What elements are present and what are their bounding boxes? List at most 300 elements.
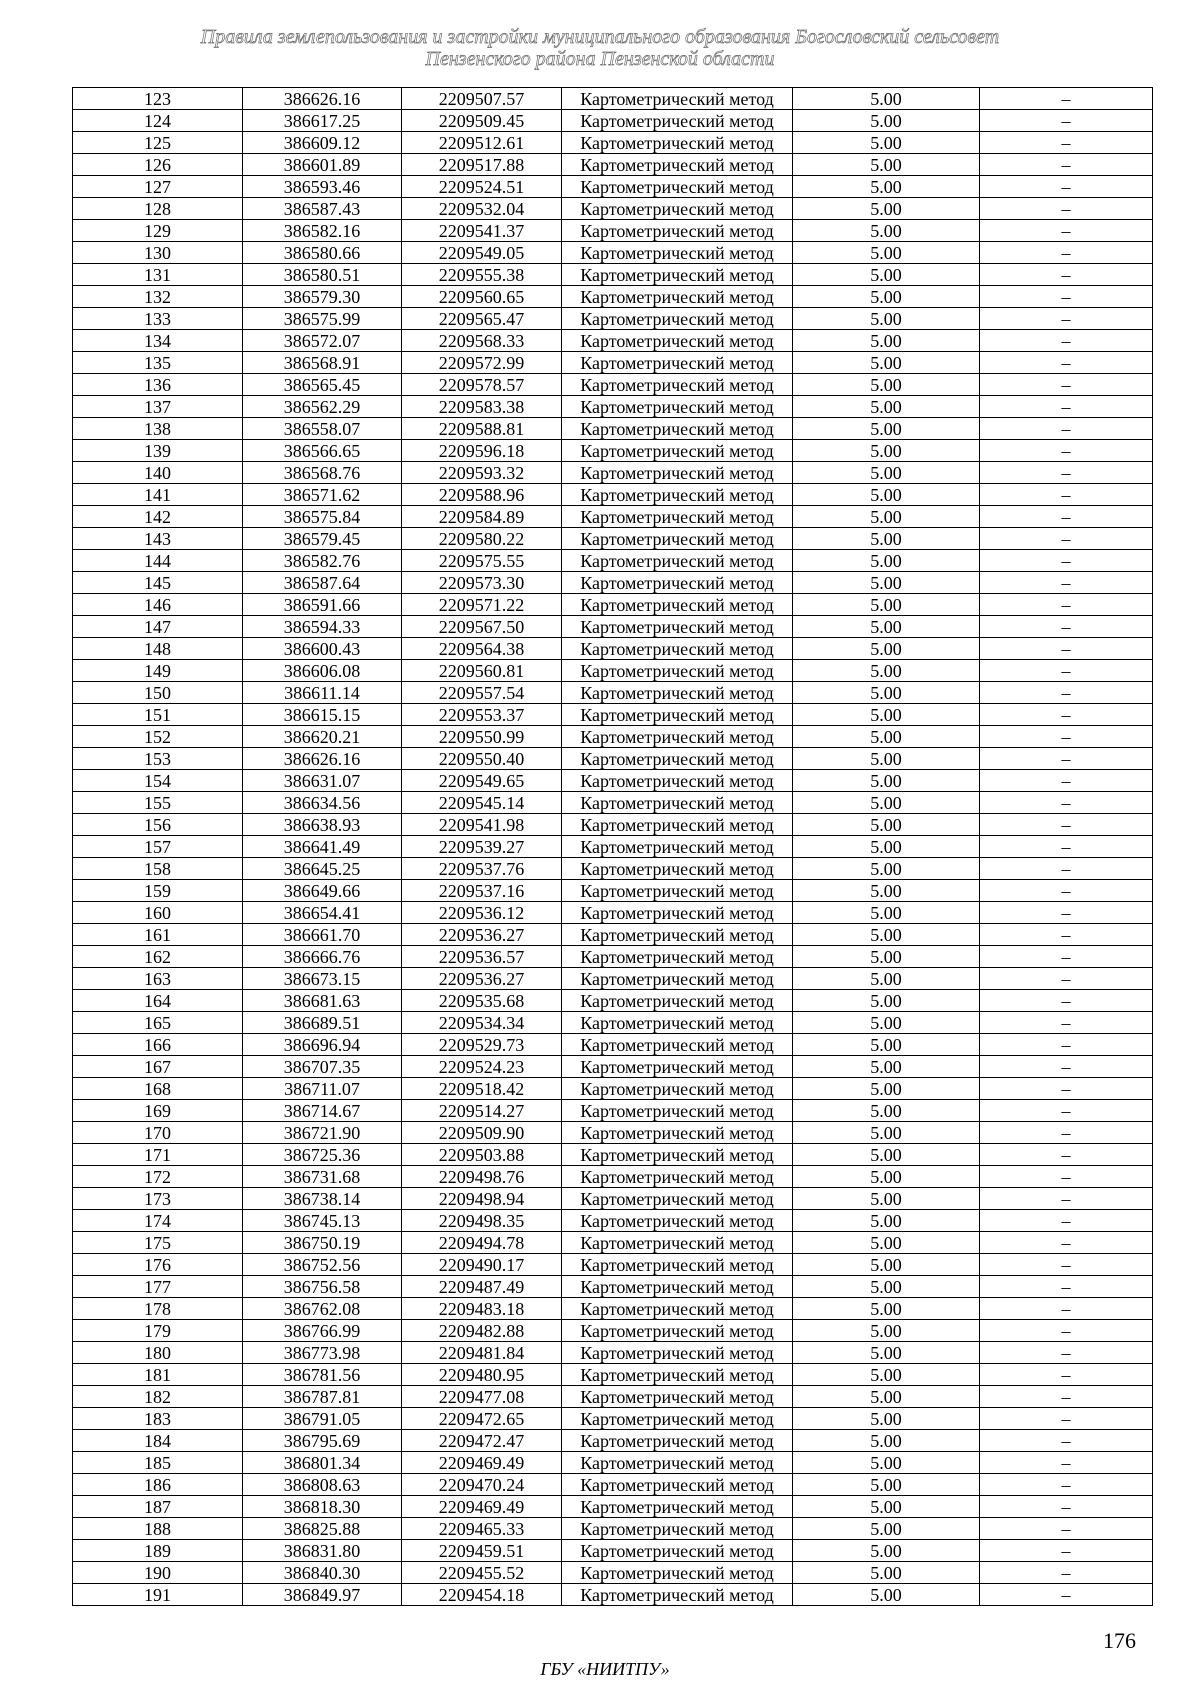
table-row: [73, 374, 1153, 396]
accuracy-cell: 5.00: [793, 1078, 980, 1100]
coord-y: 2209545.14: [402, 792, 562, 814]
row-number: 182: [73, 1386, 243, 1408]
coord-y: 2209509.90: [402, 1122, 562, 1144]
coord-x: 386801.34: [243, 1452, 402, 1474]
coord-y: 2209482.88: [402, 1320, 562, 1342]
coord-y: 2209459.51: [402, 1540, 562, 1562]
row-number: 145: [73, 572, 243, 594]
accuracy-cell: 5.00: [793, 924, 980, 946]
method-cell: Картометрический метод: [562, 704, 793, 726]
coord-y: 2209537.16: [402, 880, 562, 902]
coord-y: 2209537.76: [402, 858, 562, 880]
coord-x: 386831.80: [243, 1540, 402, 1562]
table-row: [73, 946, 1153, 968]
method-cell: Картометрический метод: [562, 1254, 793, 1276]
table-row: [73, 132, 1153, 154]
accuracy-cell: 5.00: [793, 1496, 980, 1518]
note-cell: –: [980, 220, 1153, 242]
coord-y: 2209536.12: [402, 902, 562, 924]
row-number: 172: [73, 1166, 243, 1188]
coord-x: 386600.43: [243, 638, 402, 660]
note-cell: –: [980, 1342, 1153, 1364]
method-cell: Картометрический метод: [562, 770, 793, 792]
note-cell: –: [980, 1034, 1153, 1056]
table-row: [73, 836, 1153, 858]
method-cell: Картометрический метод: [562, 198, 793, 220]
coord-y: 2209472.47: [402, 1430, 562, 1452]
note-cell: –: [980, 770, 1153, 792]
coord-x: 386620.21: [243, 726, 402, 748]
row-number: 146: [73, 594, 243, 616]
accuracy-cell: 5.00: [793, 1562, 980, 1584]
method-cell: Картометрический метод: [562, 792, 793, 814]
note-cell: –: [980, 704, 1153, 726]
method-cell: Картометрический метод: [562, 880, 793, 902]
row-number: 123: [73, 88, 243, 110]
method-cell: Картометрический метод: [562, 1078, 793, 1100]
coord-y: 2209565.47: [402, 308, 562, 330]
page-number: 176: [1103, 1628, 1136, 1653]
note-cell: –: [980, 242, 1153, 264]
row-number: 156: [73, 814, 243, 836]
coordinates-table-body: [73, 88, 1153, 1606]
coord-y: 2209483.18: [402, 1298, 562, 1320]
coord-x: 386626.16: [243, 88, 402, 110]
table-row: [73, 660, 1153, 682]
row-number: 189: [73, 1540, 243, 1562]
method-cell: Картометрический метод: [562, 858, 793, 880]
note-cell: –: [980, 1496, 1153, 1518]
method-cell: Картометрический метод: [562, 1430, 793, 1452]
row-number: 124: [73, 110, 243, 132]
table-row: [73, 1144, 1153, 1166]
note-cell: –: [980, 286, 1153, 308]
accuracy-cell: 5.00: [793, 110, 980, 132]
row-number: 160: [73, 902, 243, 924]
accuracy-cell: 5.00: [793, 1254, 980, 1276]
accuracy-cell: 5.00: [793, 1320, 980, 1342]
note-cell: –: [980, 440, 1153, 462]
method-cell: Картометрический метод: [562, 1210, 793, 1232]
method-cell: Картометрический метод: [562, 1122, 793, 1144]
coord-y: 2209588.81: [402, 418, 562, 440]
note-cell: –: [980, 88, 1153, 110]
coord-y: 2209549.05: [402, 242, 562, 264]
coord-x: 386626.16: [243, 748, 402, 770]
coord-x: 386795.69: [243, 1430, 402, 1452]
row-number: 181: [73, 1364, 243, 1386]
note-cell: –: [980, 1210, 1153, 1232]
table-row: [73, 330, 1153, 352]
coord-x: 386617.25: [243, 110, 402, 132]
accuracy-cell: 5.00: [793, 528, 980, 550]
method-cell: Картометрический метод: [562, 154, 793, 176]
coord-x: 386631.07: [243, 770, 402, 792]
coord-x: 386725.36: [243, 1144, 402, 1166]
row-number: 153: [73, 748, 243, 770]
row-number: 171: [73, 1144, 243, 1166]
method-cell: Картометрический метод: [562, 396, 793, 418]
coord-x: 386582.76: [243, 550, 402, 572]
method-cell: Картометрический метод: [562, 264, 793, 286]
table-row: [73, 1298, 1153, 1320]
note-cell: –: [980, 682, 1153, 704]
method-cell: Картометрический метод: [562, 1474, 793, 1496]
accuracy-cell: 5.00: [793, 836, 980, 858]
coord-x: 386587.43: [243, 198, 402, 220]
table-row: [73, 198, 1153, 220]
method-cell: Картометрический метод: [562, 484, 793, 506]
coord-x: 386579.30: [243, 286, 402, 308]
coord-x: 386572.07: [243, 330, 402, 352]
accuracy-cell: 5.00: [793, 902, 980, 924]
coord-y: 2209535.68: [402, 990, 562, 1012]
table-row: [73, 1496, 1153, 1518]
row-number: 185: [73, 1452, 243, 1474]
accuracy-cell: 5.00: [793, 154, 980, 176]
row-number: 151: [73, 704, 243, 726]
coord-x: 386825.88: [243, 1518, 402, 1540]
note-cell: –: [980, 1254, 1153, 1276]
row-number: 157: [73, 836, 243, 858]
accuracy-cell: 5.00: [793, 418, 980, 440]
note-cell: –: [980, 1540, 1153, 1562]
method-cell: Картометрический метод: [562, 1408, 793, 1430]
table-row: [73, 176, 1153, 198]
row-number: 133: [73, 308, 243, 330]
method-cell: Картометрический метод: [562, 1452, 793, 1474]
note-cell: –: [980, 1430, 1153, 1452]
table-row: [73, 1078, 1153, 1100]
coord-x: 386738.14: [243, 1188, 402, 1210]
method-cell: Картометрический метод: [562, 1100, 793, 1122]
table-row: [73, 418, 1153, 440]
coord-y: 2209532.04: [402, 198, 562, 220]
table-row: [73, 924, 1153, 946]
table-row: [73, 550, 1153, 572]
coord-y: 2209494.78: [402, 1232, 562, 1254]
note-cell: –: [980, 352, 1153, 374]
note-cell: –: [980, 1188, 1153, 1210]
coord-x: 386681.63: [243, 990, 402, 1012]
coord-x: 386571.62: [243, 484, 402, 506]
table-row: [73, 1276, 1153, 1298]
row-number: 147: [73, 616, 243, 638]
table-row: [73, 110, 1153, 132]
method-cell: Картометрический метод: [562, 88, 793, 110]
coord-y: 2209541.98: [402, 814, 562, 836]
accuracy-cell: 5.00: [793, 1144, 980, 1166]
coord-x: 386606.08: [243, 660, 402, 682]
table-row: [73, 682, 1153, 704]
row-number: 137: [73, 396, 243, 418]
note-cell: –: [980, 1474, 1153, 1496]
method-cell: Картометрический метод: [562, 462, 793, 484]
table-row: [73, 594, 1153, 616]
method-cell: Картометрический метод: [562, 990, 793, 1012]
row-number: 175: [73, 1232, 243, 1254]
accuracy-cell: 5.00: [793, 484, 980, 506]
coord-y: 2209490.17: [402, 1254, 562, 1276]
note-cell: –: [980, 1232, 1153, 1254]
coord-x: 386575.99: [243, 308, 402, 330]
method-cell: Картометрический метод: [562, 1056, 793, 1078]
note-cell: –: [980, 1078, 1153, 1100]
table-row: [73, 528, 1153, 550]
row-number: 169: [73, 1100, 243, 1122]
coord-x: 386711.07: [243, 1078, 402, 1100]
coord-x: 386673.15: [243, 968, 402, 990]
coord-y: 2209469.49: [402, 1496, 562, 1518]
table-row: [73, 1540, 1153, 1562]
note-cell: –: [980, 132, 1153, 154]
method-cell: Картометрический метод: [562, 110, 793, 132]
coord-x: 386601.89: [243, 154, 402, 176]
accuracy-cell: 5.00: [793, 1034, 980, 1056]
method-cell: Картометрический метод: [562, 968, 793, 990]
note-cell: –: [980, 726, 1153, 748]
method-cell: Картометрический метод: [562, 220, 793, 242]
accuracy-cell: 5.00: [793, 814, 980, 836]
table-row: [73, 1518, 1153, 1540]
coord-x: 386731.68: [243, 1166, 402, 1188]
coord-y: 2209472.65: [402, 1408, 562, 1430]
row-number: 168: [73, 1078, 243, 1100]
coord-y: 2209575.55: [402, 550, 562, 572]
accuracy-cell: 5.00: [793, 1386, 980, 1408]
coord-x: 386781.56: [243, 1364, 402, 1386]
accuracy-cell: 5.00: [793, 748, 980, 770]
coord-x: 386634.56: [243, 792, 402, 814]
coord-x: 386568.76: [243, 462, 402, 484]
table-row: [73, 1584, 1153, 1606]
row-number: 152: [73, 726, 243, 748]
method-cell: Картометрический метод: [562, 418, 793, 440]
table-row: [73, 1342, 1153, 1364]
method-cell: Картометрический метод: [562, 682, 793, 704]
row-number: 187: [73, 1496, 243, 1518]
row-number: 183: [73, 1408, 243, 1430]
coord-y: 2209578.57: [402, 374, 562, 396]
method-cell: Картометрический метод: [562, 308, 793, 330]
coord-x: 386558.07: [243, 418, 402, 440]
coord-x: 386593.46: [243, 176, 402, 198]
row-number: 165: [73, 1012, 243, 1034]
coord-x: 386818.30: [243, 1496, 402, 1518]
accuracy-cell: 5.00: [793, 1584, 980, 1606]
table-row: [73, 748, 1153, 770]
table-row: [73, 286, 1153, 308]
note-cell: –: [980, 968, 1153, 990]
method-cell: Картометрический метод: [562, 814, 793, 836]
note-cell: –: [980, 1012, 1153, 1034]
coord-y: 2209549.65: [402, 770, 562, 792]
coord-y: 2209564.38: [402, 638, 562, 660]
row-number: 159: [73, 880, 243, 902]
table-row: [73, 264, 1153, 286]
accuracy-cell: 5.00: [793, 286, 980, 308]
accuracy-cell: 5.00: [793, 616, 980, 638]
coord-x: 386654.41: [243, 902, 402, 924]
coord-y: 2209498.94: [402, 1188, 562, 1210]
table-row: [73, 858, 1153, 880]
note-cell: –: [980, 330, 1153, 352]
row-number: 161: [73, 924, 243, 946]
row-number: 178: [73, 1298, 243, 1320]
coord-x: 386645.25: [243, 858, 402, 880]
note-cell: –: [980, 1518, 1153, 1540]
coord-x: 386689.51: [243, 1012, 402, 1034]
table-row: [73, 1232, 1153, 1254]
row-number: 132: [73, 286, 243, 308]
coord-y: 2209568.33: [402, 330, 562, 352]
table-row: [73, 1012, 1153, 1034]
method-cell: Картометрический метод: [562, 242, 793, 264]
coord-y: 2209560.65: [402, 286, 562, 308]
accuracy-cell: 5.00: [793, 1122, 980, 1144]
coord-y: 2209536.57: [402, 946, 562, 968]
coord-y: 2209529.73: [402, 1034, 562, 1056]
table-row: [73, 792, 1153, 814]
accuracy-cell: 5.00: [793, 396, 980, 418]
coord-y: 2209573.30: [402, 572, 562, 594]
table-row: [73, 1320, 1153, 1342]
accuracy-cell: 5.00: [793, 308, 980, 330]
accuracy-cell: 5.00: [793, 1100, 980, 1122]
accuracy-cell: 5.00: [793, 550, 980, 572]
method-cell: Картометрический метод: [562, 528, 793, 550]
coord-y: 2209572.99: [402, 352, 562, 374]
method-cell: Картометрический метод: [562, 1232, 793, 1254]
method-cell: Картометрический метод: [562, 594, 793, 616]
accuracy-cell: 5.00: [793, 968, 980, 990]
note-cell: –: [980, 1408, 1153, 1430]
note-cell: –: [980, 462, 1153, 484]
note-cell: –: [980, 1584, 1153, 1606]
table-row: [73, 1562, 1153, 1584]
accuracy-cell: 5.00: [793, 176, 980, 198]
accuracy-cell: 5.00: [793, 352, 980, 374]
coord-y: 2209512.61: [402, 132, 562, 154]
row-number: 128: [73, 198, 243, 220]
coord-x: 386745.13: [243, 1210, 402, 1232]
accuracy-cell: 5.00: [793, 572, 980, 594]
row-number: 167: [73, 1056, 243, 1078]
accuracy-cell: 5.00: [793, 242, 980, 264]
accuracy-cell: 5.00: [793, 374, 980, 396]
method-cell: Картометрический метод: [562, 748, 793, 770]
table-row: [73, 462, 1153, 484]
note-cell: –: [980, 418, 1153, 440]
coord-y: 2209509.45: [402, 110, 562, 132]
row-number: 191: [73, 1584, 243, 1606]
accuracy-cell: 5.00: [793, 638, 980, 660]
accuracy-cell: 5.00: [793, 1474, 980, 1496]
accuracy-cell: 5.00: [793, 462, 980, 484]
table-row: [73, 814, 1153, 836]
coord-x: 386594.33: [243, 616, 402, 638]
row-number: 173: [73, 1188, 243, 1210]
table-row: [73, 990, 1153, 1012]
row-number: 170: [73, 1122, 243, 1144]
method-cell: Картометрический метод: [562, 726, 793, 748]
accuracy-cell: 5.00: [793, 440, 980, 462]
coord-x: 386580.51: [243, 264, 402, 286]
table-row: [73, 902, 1153, 924]
accuracy-cell: 5.00: [793, 1232, 980, 1254]
table-row: [73, 770, 1153, 792]
accuracy-cell: 5.00: [793, 594, 980, 616]
table-row: [73, 1386, 1153, 1408]
coord-x: 386611.14: [243, 682, 402, 704]
coord-x: 386641.49: [243, 836, 402, 858]
header-title-line-1: Правила землепользования и застройки муниципального образования Богословский сельсовет: [200, 26, 1000, 48]
table-row: [73, 1364, 1153, 1386]
coord-y: 2209536.27: [402, 968, 562, 990]
coordinates-table: [72, 87, 1153, 1606]
table-row: [73, 352, 1153, 374]
coord-x: 386615.15: [243, 704, 402, 726]
note-cell: –: [980, 990, 1153, 1012]
row-number: 155: [73, 792, 243, 814]
table-row: [73, 968, 1153, 990]
coord-y: 2209507.57: [402, 88, 562, 110]
note-cell: –: [980, 176, 1153, 198]
note-cell: –: [980, 528, 1153, 550]
note-cell: –: [980, 1298, 1153, 1320]
note-cell: –: [980, 396, 1153, 418]
row-number: 186: [73, 1474, 243, 1496]
method-cell: Картометрический метод: [562, 1386, 793, 1408]
coord-x: 386566.65: [243, 440, 402, 462]
row-number: 127: [73, 176, 243, 198]
table-row: [73, 1474, 1153, 1496]
row-number: 135: [73, 352, 243, 374]
table-row: [73, 396, 1153, 418]
table-row: [73, 616, 1153, 638]
method-cell: Картометрический метод: [562, 1298, 793, 1320]
accuracy-cell: 5.00: [793, 1210, 980, 1232]
method-cell: Картометрический метод: [562, 1518, 793, 1540]
coord-y: 2209550.99: [402, 726, 562, 748]
coord-y: 2209534.34: [402, 1012, 562, 1034]
note-cell: –: [980, 374, 1153, 396]
coord-y: 2209477.08: [402, 1386, 562, 1408]
table-row: [73, 704, 1153, 726]
note-cell: –: [980, 264, 1153, 286]
row-number: 188: [73, 1518, 243, 1540]
table-row: [73, 1056, 1153, 1078]
table-row: [73, 1408, 1153, 1430]
table-row: [73, 242, 1153, 264]
accuracy-cell: 5.00: [793, 220, 980, 242]
coord-x: 386562.29: [243, 396, 402, 418]
method-cell: Картометрический метод: [562, 1320, 793, 1342]
coord-y: 2209553.37: [402, 704, 562, 726]
coord-y: 2209557.54: [402, 682, 562, 704]
note-cell: –: [980, 902, 1153, 924]
note-cell: –: [980, 550, 1153, 572]
note-cell: –: [980, 198, 1153, 220]
row-number: 141: [73, 484, 243, 506]
note-cell: –: [980, 660, 1153, 682]
coord-y: 2209498.35: [402, 1210, 562, 1232]
method-cell: Картометрический метод: [562, 550, 793, 572]
header-title-line-2: Пензенского района Пензенской области: [425, 48, 775, 70]
note-cell: –: [980, 1562, 1153, 1584]
coord-y: 2209524.51: [402, 176, 562, 198]
coord-x: 386587.64: [243, 572, 402, 594]
